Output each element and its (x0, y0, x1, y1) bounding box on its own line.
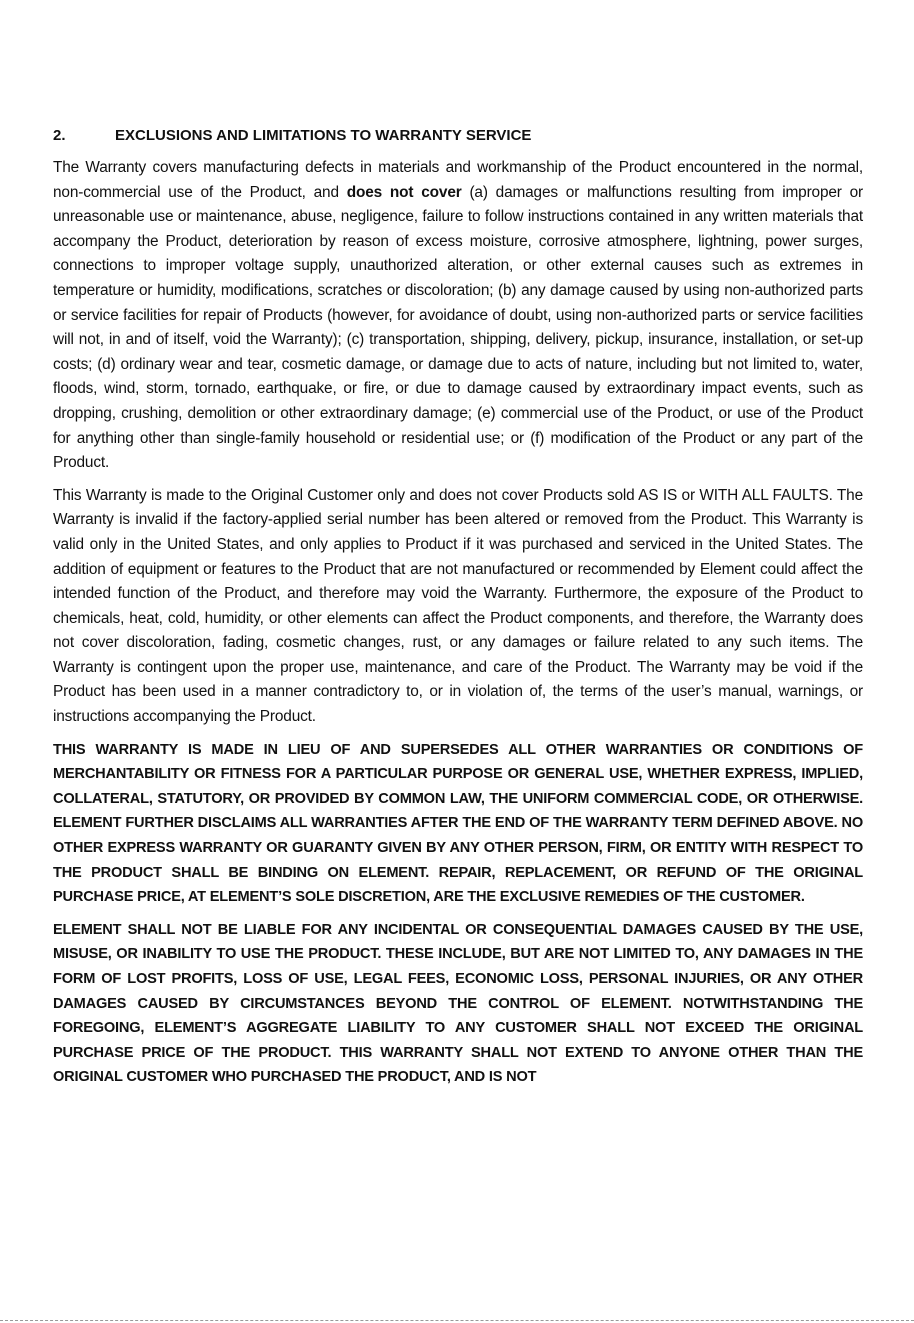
paragraph-original-customer: This Warranty is made to the Original Customer only and does not cover Products sold AS IS or WITH ALL FAULTS. The Warranty is invalid if the factory-applied serial number has been altered or removed from the Product. This Warranty is valid only in the United States, and only applies to Product if it was purchased and serviced in the United States. The addition of equipment or features to the Product that are not manufactured or recommended by Element could affect the intended function of the Product, and therefore may void the Warranty. Furthermore, the exposure of the Product to chemicals, heat, cold, humidity, or other elements can affect the Product components, and therefore, the Warranty does not cover discoloration, fading, cosmetic changes, rust, or any damages or failure related to any such items. The Warranty is contingent upon the proper use, maintenance, and care of the Product. The Warranty may be void if the Product has been used in a manner contradictory to, or in violation of, the terms of the user’s manual, warnings, or instructions accompanying the Product. (53, 486, 863, 726)
paragraph-1-text-start: The Warranty covers manufacturing defects in materials and workmanship of the Product encountered in the normal, non-commercial use of the Product, and (53, 159, 863, 201)
paragraph-warranty-disclaimer: THIS WARRANTY IS MADE IN LIEU OF AND SUPERSEDES ALL OTHER WARRANTIES OR CONDITIONS OF MERCHANTABILITY OR FITNESS FOR A PARTICULAR PURPOSE OR GENERAL USE, WHETHER EXPRESS, IMPLIED, COLLATERAL, STATUTORY, OR PROVIDED BY COMMON LAW, THE UNIFORM COMMERCIAL CODE, OR OTHERWISE. ELEMENT FURTHER DISCLAIMS ALL WARRANTIES AFTER THE END OF THE WARRANTY TERM DEFINED ABOVE. NO OTHER EXPRESS WARRANTY OR GUARANTY GIVEN BY ANY OTHER PERSON, FIRM, OR ENTITY WITH RESPECT TO THE PRODUCT SHALL BE BINDING ON ELEMENT. REPAIR, REPLACEMENT, OR REFUND OF THE ORIGINAL PURCHASE PRICE, AT ELEMENT’S SOLE DISCRETION, ARE THE EXCLUSIVE REMEDIES OF THE CUSTOMER. (53, 741, 863, 906)
section-title: EXCLUSIONS AND LIMITATIONS TO WARRANTY SERVICE (115, 127, 532, 144)
paragraph-liability-limitation: ELEMENT SHALL NOT BE LIABLE FOR ANY INCIDENTAL OR CONSEQUENTIAL DAMAGES CAUSED BY THE USE, MISUSE, OR INABILITY TO USE THE PRODUCT. THESE INCLUDE, BUT ARE NOT LIMITED TO, ANY DAMAGES IN THE FORM OF LOST PROFITS, LOSS OF USE, LEGAL FEES, ECONOMIC LOSS, PERSONAL INJURIES, OR ANY OTHER DAMAGES CAUSED BY CIRCUMSTANCES BEYOND THE CONTROL OF ELEMENT. NOTWITHSTANDING THE FOREGOING, ELEMENT’S AGGREGATE LIABILITY TO ANY CUSTOMER SHALL NOT EXCEED THE ORIGINAL PURCHASE PRICE OF THE PRODUCT. THIS WARRANTY SHALL NOT EXTEND TO ANYONE OTHER THAN THE ORIGINAL CUSTOMER WHO PURCHASED THE PRODUCT, AND IS NOT (53, 921, 863, 1086)
paragraph-1-text-end: (a) damages or malfunctions resulting from improper or unreasonable use or maintenance, abuse, negligence, failure to follow instructions contained in any written materials that accompany the Product, deterioration by reason of excess moisture, corrosive atmosphere, lightning, power surges, connections to improper voltage supply, unauthorized alteration, or other external causes such as extremes in temperature or humidity, modifications, scratches or discoloration; (b) any damage caused by using non-authorized parts or service facilities for repair of Products (however, for avoidance of doubt, using non-authorized parts or service facilities will not, in and of itself, void the Warranty); (c) transportation, shipping, delivery, pickup, insurance, installation, or set-up costs; (d) ordinary wear and tear, cosmetic damage, or damage due to acts of nature, including but not limited to, water, floods, wind, storm, tornado, earthquake, or fire, or due to damage caused by extraordinary impact events, such as dropping, crushing, demolition or other extraordinary damage; (e) commercial use of the Product, or use of the Product for anything other than single-family household or residential use; or (f) modification of the Product or any part of the Product. (53, 183, 863, 472)
section-number: 2. (53, 127, 66, 144)
paragraph-coverage-exclusions (53, 156, 863, 476)
document-page (53, 124, 863, 1098)
paragraph-1-bold-phrase: does not cover (346, 183, 462, 201)
section-heading (53, 124, 863, 148)
page-bottom-border (0, 1320, 914, 1321)
